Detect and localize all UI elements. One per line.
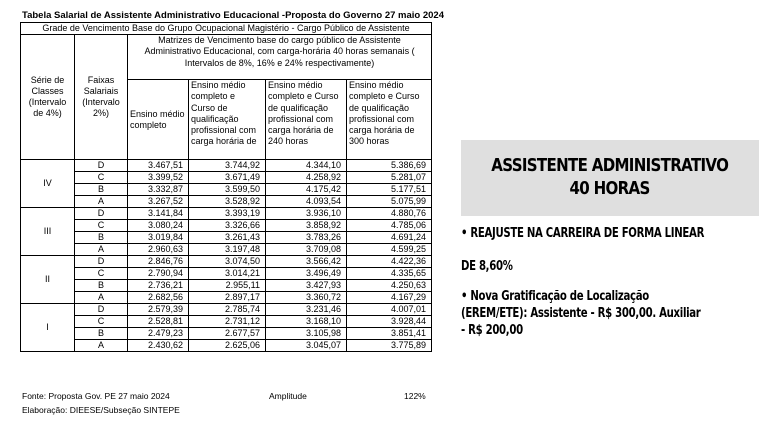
salary-cell: 2.479,23 [128, 328, 189, 340]
salary-cell: 3.360,72 [266, 292, 347, 304]
matrix-header-line: Intervalos de 8%, 16% e 24% respectivamente) [184, 57, 375, 68]
column-header-line: profissional com [191, 125, 257, 136]
faixa-cell: C [75, 316, 128, 328]
column-header-line: 300 horas [349, 136, 390, 147]
salary-cell: 3.393,19 [189, 208, 266, 220]
salary-cell: 5.075,99 [347, 196, 432, 208]
column-header-line: de qualificação [349, 102, 410, 113]
column-header-line: carga horária de [268, 125, 334, 136]
column-header-line: completo e Curso [268, 91, 339, 102]
faixa-header-line: Salariais [83, 86, 119, 96]
faixa-cell: A [75, 244, 128, 256]
salary-cell: 3.332,87 [128, 184, 189, 196]
salary-cell: 4.335,65 [347, 268, 432, 280]
salary-cell: 2.897,17 [189, 292, 266, 304]
column-header-line: Curso de [191, 102, 228, 113]
salary-cell: 2.736,21 [128, 280, 189, 292]
salary-cell: 4.250,63 [347, 280, 432, 292]
serie-cell: II [21, 256, 75, 304]
table-row [21, 292, 432, 304]
table-row [21, 340, 432, 352]
salary-table [20, 22, 432, 352]
serie-header-line: de 4%) [33, 108, 62, 119]
matrix-header [128, 35, 432, 80]
salary-cell: 4.691,24 [347, 232, 432, 244]
serie-header-line: (Intervalo [28, 97, 67, 108]
salary-cell: 5.386,69 [347, 160, 432, 172]
table-row [21, 280, 432, 292]
salary-cell: 3.775,89 [347, 340, 432, 352]
faixa-cell: D [75, 208, 128, 220]
column-header-line: Ensino médio [191, 80, 246, 91]
column-header-line: Ensino médio [349, 80, 404, 91]
salary-cell: 3.105,98 [266, 328, 347, 340]
salary-cell: 3.231,46 [266, 304, 347, 316]
salary-cell: 3.783,26 [266, 232, 347, 244]
info-panel [461, 140, 759, 338]
salary-cell: 4.175,42 [266, 184, 347, 196]
amplitude-label: Amplitude [269, 391, 307, 401]
serie-header-line: Classes [31, 86, 64, 96]
column-header-line: completo e [191, 91, 236, 102]
faixa-cell: D [75, 160, 128, 172]
faixa-header-line: (Intervalo [82, 97, 120, 108]
salary-cell: 3.074,50 [189, 256, 266, 268]
table-row [21, 184, 432, 196]
table-row [21, 316, 432, 328]
faixa-cell: A [75, 292, 128, 304]
salary-cell: 3.267,52 [128, 196, 189, 208]
salary-cell: 4.007,01 [347, 304, 432, 316]
faixa-cell: C [75, 268, 128, 280]
amplitude-value: 122% [404, 391, 426, 401]
column-header-line: profissional com [349, 113, 415, 124]
salary-cell: 4.880,76 [347, 208, 432, 220]
salary-cell: 3.197,48 [189, 244, 266, 256]
salary-cell: 2.955,11 [189, 280, 266, 292]
salary-cell: 2.579,39 [128, 304, 189, 316]
faixa-cell: A [75, 196, 128, 208]
salary-cell: 3.851,41 [347, 328, 432, 340]
salary-cell: 3.019,84 [128, 232, 189, 244]
serie-cell: IV [21, 160, 75, 208]
table-row [21, 220, 432, 232]
column-header-line: carga horária de [349, 125, 415, 136]
faixa-cell: B [75, 328, 128, 340]
table-title: Tabela Salarial de Assistente Administrativo Educacional -Proposta do Governo 27 maio 2024 [22, 10, 445, 21]
salary-cell: 3.080,24 [128, 220, 189, 232]
source-note: Fonte: Proposta Gov. PE 27 maio 2024 [22, 391, 170, 401]
column-header-4 [347, 80, 432, 160]
column-header-2 [189, 80, 266, 160]
column-header-line: Ensino médio [130, 108, 185, 119]
salary-cell: 2.960,63 [128, 244, 189, 256]
table-row [21, 328, 432, 340]
matrix-header-line: Administrativo Educacional, com carga-horária 40 horas semanais ( [144, 46, 415, 57]
column-header-1 [128, 80, 189, 160]
salary-cell: 4.258,92 [266, 172, 347, 184]
salary-cell: 3.566,42 [266, 256, 347, 268]
banner-line-1: ASSISTENTE ADMINISTRATIVO [491, 156, 729, 176]
salary-cell: 3.045,07 [266, 340, 347, 352]
column-header-line: completo e Curso [349, 91, 420, 102]
table-row [21, 208, 432, 220]
column-header-line: carga horária de [191, 136, 257, 147]
salary-cell: 3.709,08 [266, 244, 347, 256]
faixa-cell: A [75, 340, 128, 352]
salary-cell: 3.858,92 [266, 220, 347, 232]
bullet-gratification-line-2: (EREM/ETE): Assistente - R$ 300,00. Auxiliar [461, 306, 701, 321]
salary-cell: 3.427,93 [266, 280, 347, 292]
serie-cell: I [21, 304, 75, 352]
faixa-header [75, 35, 128, 160]
table-row [21, 196, 432, 208]
bullet-readjustment-cont: DE 8,60% [461, 259, 513, 274]
salary-cell: 4.785,06 [347, 220, 432, 232]
column-header-line: profissional com [268, 113, 334, 124]
salary-cell: 3.936,10 [266, 208, 347, 220]
table-row [21, 268, 432, 280]
faixa-cell: D [75, 256, 128, 268]
faixa-header-line: 2%) [92, 108, 109, 119]
salary-cell: 2.625,06 [189, 340, 266, 352]
salary-cell: 4.167,29 [347, 292, 432, 304]
salary-cell: 3.496,49 [266, 268, 347, 280]
column-header-line: de qualificação [268, 102, 329, 113]
faixa-cell: B [75, 232, 128, 244]
salary-cell: 2.430,62 [128, 340, 189, 352]
faixa-cell: B [75, 184, 128, 196]
faixa-cell: B [75, 280, 128, 292]
grade-header: Grade de Vencimento Base do Grupo Ocupacional Magistério - Cargo Público de Assistente [21, 23, 432, 35]
bullet-gratification: • Nova Gratificação de Localização [461, 289, 649, 304]
salary-cell: 2.731,12 [189, 316, 266, 328]
salary-cell: 4.599,25 [347, 244, 432, 256]
table-row [21, 160, 432, 172]
salary-cell: 4.093,54 [266, 196, 347, 208]
salary-cell: 3.599,50 [189, 184, 266, 196]
faixa-cell: D [75, 304, 128, 316]
salary-cell: 2.785,74 [189, 304, 266, 316]
faixa-header-line: Faixas [87, 74, 115, 85]
salary-cell: 3.326,66 [189, 220, 266, 232]
salary-cell: 3.928,44 [347, 316, 432, 328]
serie-cell: III [21, 208, 75, 256]
salary-cell: 2.682,56 [128, 292, 189, 304]
salary-cell: 5.177,51 [347, 184, 432, 196]
banner-line-2: 40 HORAS [569, 179, 651, 199]
title-banner [461, 140, 759, 216]
salary-cell: 3.528,92 [189, 196, 266, 208]
salary-cell: 3.467,51 [128, 160, 189, 172]
salary-cell: 3.399,52 [128, 172, 189, 184]
table-row [21, 172, 432, 184]
table-row [21, 304, 432, 316]
column-header-line: 240 horas [268, 136, 309, 147]
faixa-cell: C [75, 172, 128, 184]
salary-cell: 4.344,10 [266, 160, 347, 172]
column-header-line: qualificação [191, 113, 239, 124]
salary-cell: 4.422,36 [347, 256, 432, 268]
salary-cell: 2.528,81 [128, 316, 189, 328]
serie-header-line: Série de [30, 74, 65, 85]
table-row [21, 256, 432, 268]
salary-cell: 2.790,94 [128, 268, 189, 280]
salary-cell: 3.744,92 [189, 160, 266, 172]
table-row [21, 232, 432, 244]
serie-header [21, 35, 75, 160]
bullet-gratification-line-3: - R$ 200,00 [461, 323, 523, 338]
column-header-3 [266, 80, 347, 160]
salary-cell: 3.671,49 [189, 172, 266, 184]
salary-cell: 5.281,07 [347, 172, 432, 184]
column-header-line: Ensino médio [268, 80, 323, 91]
matrix-header-line: Matrizes de Vencimento base do cargo público de Assistente [158, 35, 401, 46]
salary-cell: 2.677,57 [189, 328, 266, 340]
salary-cell: 3.014,21 [189, 268, 266, 280]
faixa-cell: C [75, 220, 128, 232]
column-header-line: completo [130, 119, 167, 130]
salary-cell: 3.261,43 [189, 232, 266, 244]
bullet-readjustment: • REAJUSTE NA CARREIRA DE FORMA LINEAR [461, 226, 705, 241]
elaboration-note: Elaboração: DIEESE/Subseção SINTEPE [22, 405, 180, 415]
salary-cell: 3.168,10 [266, 316, 347, 328]
salary-cell: 2.846,76 [128, 256, 189, 268]
table-row [21, 244, 432, 256]
salary-cell: 3.141,84 [128, 208, 189, 220]
